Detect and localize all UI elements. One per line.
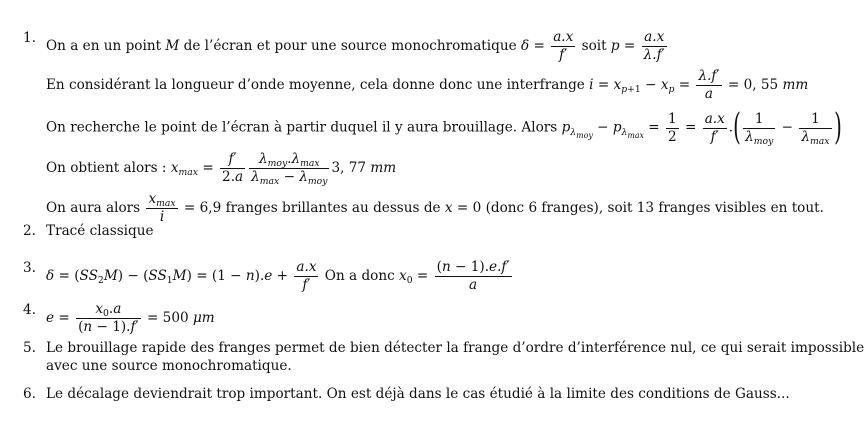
result-value: 500 bbox=[162, 310, 189, 326]
text-run: On a en un point bbox=[46, 38, 166, 54]
item-number: 2. bbox=[23, 223, 36, 239]
item-5-text-line-1: Le brouillage rapide des franges permet de bien détecter la frange d’ordre d’interférence nul, ce qui serait impossible bbox=[46, 340, 864, 356]
formula-fraction: $\frac{a.x}{f'}$ bbox=[553, 29, 574, 63]
result-value: 0, 55 bbox=[743, 77, 779, 93]
formula-fraction: $\frac{\lambda_{moy}.\lambda_{max}}{\lambda_{max} - \lambda_{moy}}$ bbox=[251, 151, 328, 188]
formula-fraction: $\frac{a.x}{\lambda.f'}$ bbox=[643, 29, 665, 63]
formula-fraction: $\frac{x_{max}}{i}$ bbox=[148, 191, 176, 225]
item-4-formula: e = $\frac{x_0.a}{(n - 1).f'}$ = 500 μm bbox=[46, 301, 215, 335]
text-run: = 0 (donc 6 franges), soit 13 franges visibles en tout. bbox=[452, 200, 824, 216]
text-run: En considérant la longueur d’onde moyenne, cela donne donc une interfrange bbox=[46, 77, 590, 93]
formula-fraction: $\frac{1}{\lambda_{moy}}$ bbox=[745, 110, 774, 147]
item-number: 6. bbox=[23, 386, 36, 402]
formula-fraction: $\frac{1}{2}$ bbox=[668, 110, 677, 145]
item-5-text-line-2: avec une source monochromatique. bbox=[46, 358, 292, 374]
item-1-line-5: On aura alors $\frac{x_{max}}{i}$ = 6,9 franges brillantes au dessus de x = 0 (donc 6 franges), soit 13 franges visibles en tout. bbox=[46, 191, 824, 225]
formula-fraction: $\frac{x_0.a}{(n - 1).f'}$ bbox=[78, 301, 139, 335]
item-1-line-1: On a en un point M de l’écran et pour une source monochromatique δ = $\frac{a.x}{f'}$ soit p = $\frac{a.x}{\lambda.f'}$ bbox=[46, 29, 665, 63]
text-run: = 6,9 franges brillantes au dessus de bbox=[179, 200, 445, 216]
text-run: soit bbox=[581, 38, 611, 54]
result-unit: mm bbox=[782, 77, 809, 93]
result-unit: mm bbox=[370, 160, 397, 176]
item-1-line-3: On recherche le point de l’écran à partir duquel il y aura brouillage. Alors $p_{\lambda_{moy}} - p_{\lambda_{max}}$ = $\frac{1}{2}$ = $\frac{a.x}{f'}$ .( $\frac{1}{\lambda_{moy}}$ − $\frac{1}{\lambda_{max}}$ ) bbox=[46, 107, 842, 148]
text-run: On aura alors bbox=[46, 200, 145, 216]
formula-fraction: $\frac{\lambda.f'}{a}$ bbox=[698, 68, 720, 102]
formula-fraction: $\frac{a.x}{f'}$ bbox=[704, 110, 725, 145]
item-3-formula: $\delta = (SS_2M) - (SS_1M) = (1 - n).e$ + $\frac{a.x}{f'}$ On a donc $x_0$ = $\frac{(n - 1).e.f'}{a}$ bbox=[46, 259, 510, 293]
result-unit: μm bbox=[192, 310, 215, 326]
result-value: 3, 77 bbox=[331, 160, 367, 176]
item-number: 1. bbox=[23, 30, 36, 46]
formula-fraction: $\frac{f'}{2.a}$ bbox=[222, 151, 244, 185]
text-run: de l’écran et pour une source monochromatique bbox=[179, 38, 521, 54]
formula-fraction: $\frac{a.x}{f'}$ bbox=[296, 259, 317, 293]
text-run: On recherche le point de l’écran à partir duquel il y aura brouillage. Alors bbox=[46, 119, 562, 136]
item-number: 3. bbox=[23, 260, 36, 276]
item-6-text: Le décalage deviendrait trop important. On est déjà dans le cas étudié à la limite des conditions de Gauss... bbox=[46, 386, 790, 402]
text-run: On obtient alors : bbox=[46, 160, 171, 176]
item-number: 5. bbox=[23, 340, 36, 356]
formula-fraction: $\frac{(n - 1).e.f'}{a}$ bbox=[436, 259, 510, 293]
item-number: 4. bbox=[23, 302, 36, 318]
item-1-line-2: En considérant la longueur d’onde moyenne, cela donne donc une interfrange $i = x_{p+1} - x_p$ = $\frac{\lambda.f'}{a}$ = 0, 55 mm bbox=[46, 68, 809, 102]
item-2-text: Tracé classique bbox=[46, 223, 154, 239]
formula-fraction: $\frac{1}{\lambda_{max}}$ bbox=[801, 110, 830, 147]
item-1-line-4: On obtient alors : $x_{max}$ = $\frac{f'}{2.a}$ $\frac{\lambda_{moy}.\lambda_{max}}{\lambda_{max} - \lambda_{moy}}$ 3, 77 mm bbox=[46, 151, 397, 188]
text-run: On a donc bbox=[320, 268, 400, 284]
